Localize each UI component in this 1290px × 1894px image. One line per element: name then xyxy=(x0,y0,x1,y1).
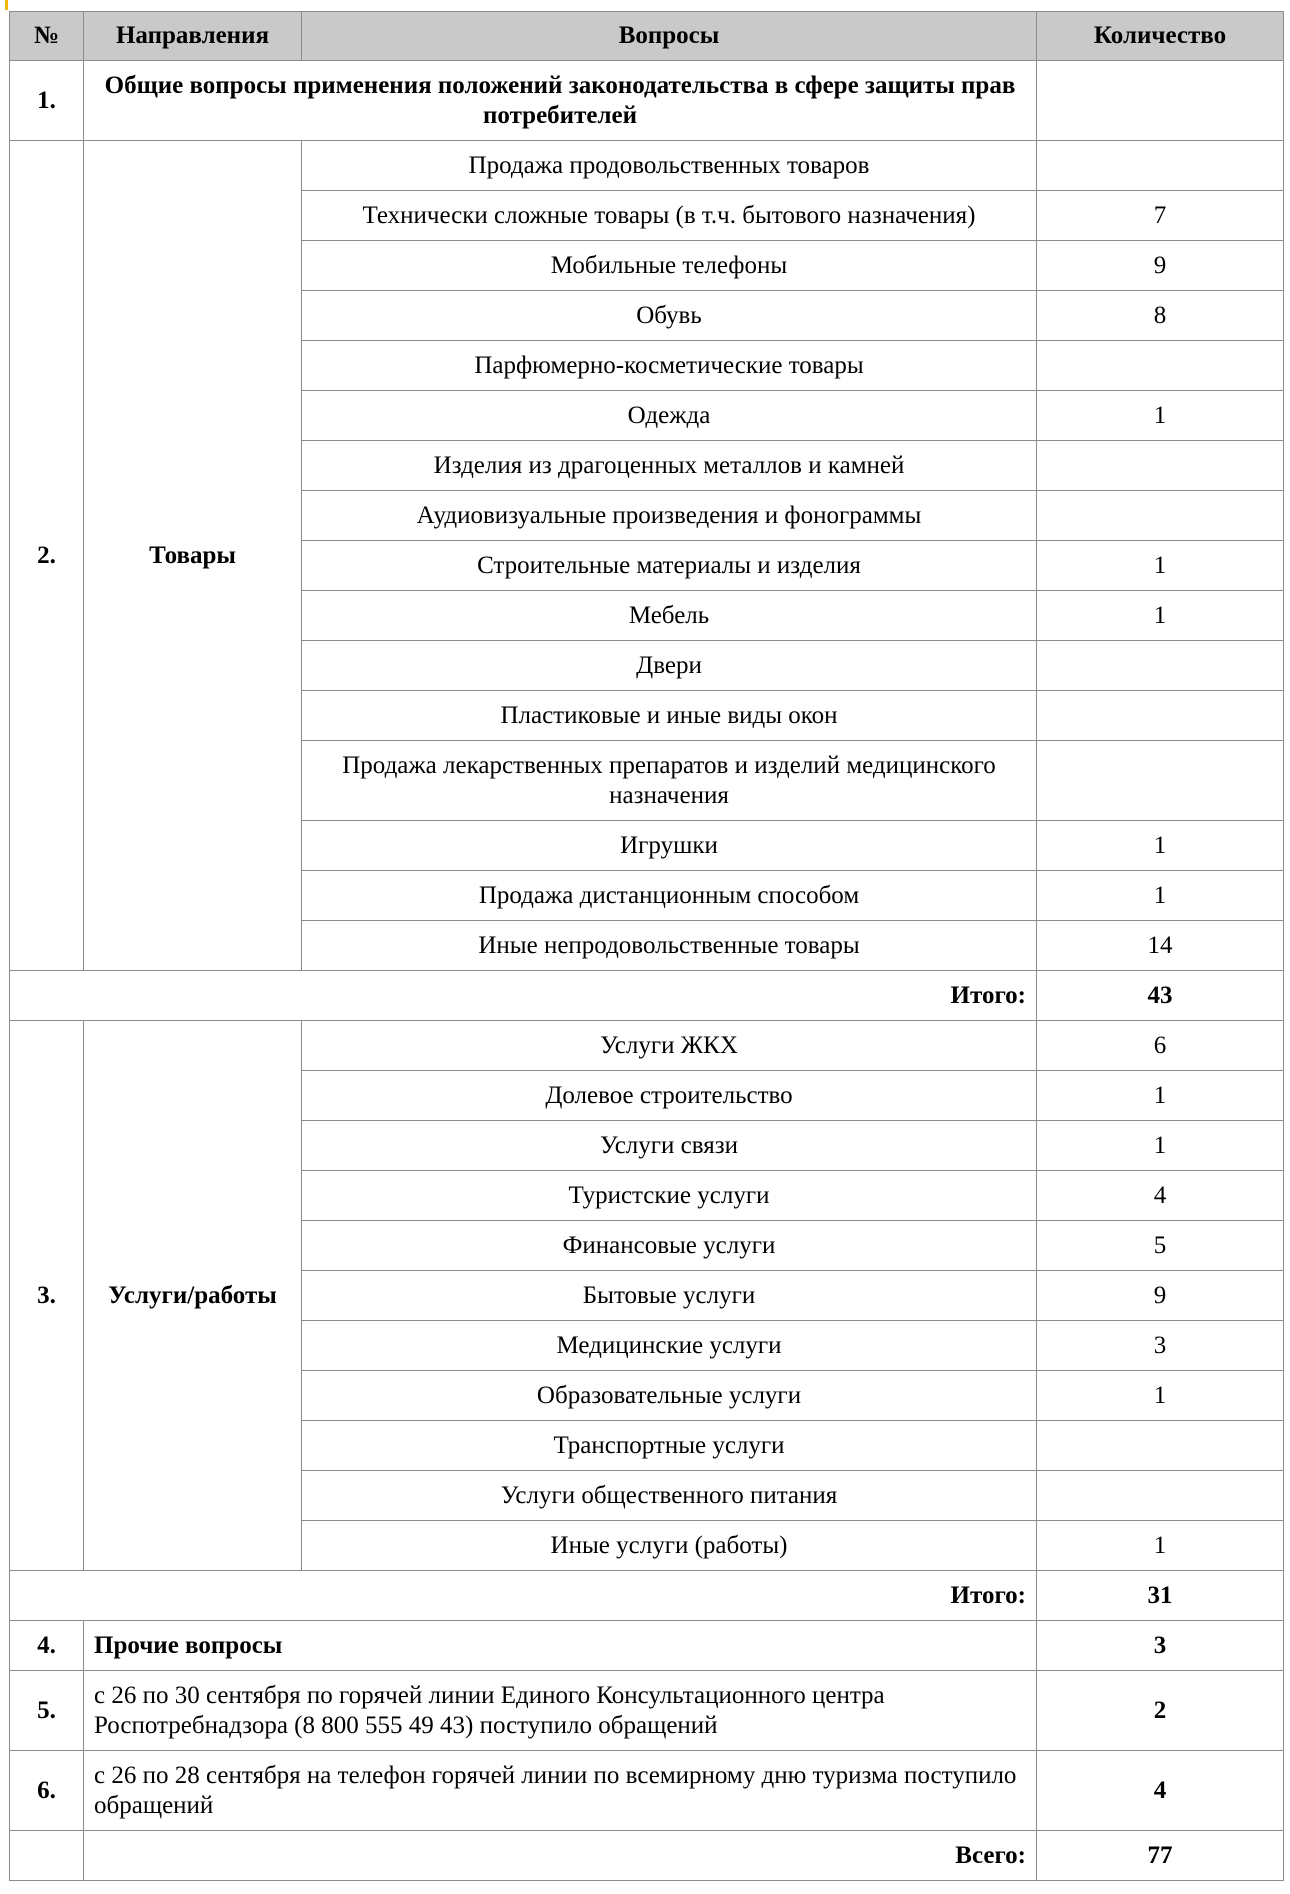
item-label: Одежда xyxy=(302,391,1037,441)
item-label: Технически сложные товары (в т.ч. бытового назначения) xyxy=(302,191,1037,241)
item-count: 6 xyxy=(1037,1021,1284,1071)
section-6-text: с 26 по 28 сентября на телефон горячей линии по всемирному дню туризма поступило обращений xyxy=(84,1751,1037,1831)
grand-total-empty-cell xyxy=(10,1831,84,1881)
item-label: Парфюмерно-косметические товары xyxy=(302,341,1037,391)
table-row xyxy=(10,1021,1284,1071)
edge-marker xyxy=(5,0,8,10)
item-label: Иные непродовольственные товары xyxy=(302,921,1037,971)
section-5-text: с 26 по 30 сентября по горячей линии Единого Консультационного центра Роспотребнадзора (8 800 555 49 43) поступило обращений xyxy=(84,1671,1037,1751)
section-3-direction: Услуги/работы xyxy=(84,1021,302,1571)
item-count: 9 xyxy=(1037,241,1284,291)
item-count: 1 xyxy=(1037,871,1284,921)
item-count xyxy=(1037,441,1284,491)
section-2-total-value: 43 xyxy=(1037,971,1284,1021)
item-count: 1 xyxy=(1037,821,1284,871)
item-count: 1 xyxy=(1037,1371,1284,1421)
section-4-row xyxy=(10,1621,1284,1671)
item-label: Образовательные услуги xyxy=(302,1371,1037,1421)
item-count: 14 xyxy=(1037,921,1284,971)
item-count: 4 xyxy=(1037,1171,1284,1221)
item-count: 7 xyxy=(1037,191,1284,241)
item-count xyxy=(1037,1421,1284,1471)
item-label: Долевое строительство xyxy=(302,1071,1037,1121)
item-count: 1 xyxy=(1037,1121,1284,1171)
item-label: Мебель xyxy=(302,591,1037,641)
grand-total-row xyxy=(10,1831,1284,1881)
item-label: Двери xyxy=(302,641,1037,691)
section-5-num: 5. xyxy=(10,1671,84,1751)
section-3-num: 3. xyxy=(10,1021,84,1571)
header-direction: Направления xyxy=(84,12,302,61)
item-label: Обувь xyxy=(302,291,1037,341)
item-label: Мобильные телефоны xyxy=(302,241,1037,291)
header-questions: Вопросы xyxy=(302,12,1037,61)
item-count xyxy=(1037,691,1284,741)
header-count: Количество xyxy=(1037,12,1284,61)
item-label: Строительные материалы и изделия xyxy=(302,541,1037,591)
item-count: 1 xyxy=(1037,1521,1284,1571)
item-count: 1 xyxy=(1037,1071,1284,1121)
item-label: Продажа продовольственных товаров xyxy=(302,141,1037,191)
table-header-row xyxy=(10,12,1284,61)
section-6-count: 4 xyxy=(1037,1751,1284,1831)
section-3-total-row xyxy=(10,1571,1284,1621)
section-4-count: 3 xyxy=(1037,1621,1284,1671)
section-2-total-label: Итого: xyxy=(10,971,1037,1021)
section-2-num: 2. xyxy=(10,141,84,971)
section-1-row xyxy=(10,61,1284,141)
item-label: Изделия из драгоценных металлов и камней xyxy=(302,441,1037,491)
item-count xyxy=(1037,341,1284,391)
section-1-title: Общие вопросы применения положений законодательства в сфере защиты прав потребителей xyxy=(84,61,1037,141)
item-label: Аудиовизуальные произведения и фонограммы xyxy=(302,491,1037,541)
section-2-direction: Товары xyxy=(84,141,302,971)
item-label: Услуги общественного питания xyxy=(302,1471,1037,1521)
item-label: Продажа лекарственных препаратов и изделий медицинского назначения xyxy=(302,741,1037,821)
item-label: Бытовые услуги xyxy=(302,1271,1037,1321)
appeals-table xyxy=(9,11,1284,1881)
table-row xyxy=(10,141,1284,191)
item-count xyxy=(1037,741,1284,821)
item-label: Иные услуги (работы) xyxy=(302,1521,1037,1571)
section-1-count xyxy=(1037,61,1284,141)
item-label: Туристские услуги xyxy=(302,1171,1037,1221)
grand-total-value: 77 xyxy=(1037,1831,1284,1881)
section-4-title: Прочие вопросы xyxy=(84,1621,1037,1671)
item-label: Продажа дистанционным способом xyxy=(302,871,1037,921)
section-6-row xyxy=(10,1751,1284,1831)
item-count xyxy=(1037,641,1284,691)
item-count: 1 xyxy=(1037,541,1284,591)
header-num: № xyxy=(10,12,84,61)
item-label: Услуги связи xyxy=(302,1121,1037,1171)
section-3-total-label: Итого: xyxy=(10,1571,1037,1621)
item-count xyxy=(1037,491,1284,541)
item-count: 9 xyxy=(1037,1271,1284,1321)
section-4-num: 4. xyxy=(10,1621,84,1671)
section-6-num: 6. xyxy=(10,1751,84,1831)
section-5-count: 2 xyxy=(1037,1671,1284,1751)
item-label: Игрушки xyxy=(302,821,1037,871)
section-5-row xyxy=(10,1671,1284,1751)
section-2-total-row xyxy=(10,971,1284,1021)
item-label: Транспортные услуги xyxy=(302,1421,1037,1471)
item-label: Пластиковые и иные виды окон xyxy=(302,691,1037,741)
section-3-total-value: 31 xyxy=(1037,1571,1284,1621)
item-count: 1 xyxy=(1037,391,1284,441)
item-count: 1 xyxy=(1037,591,1284,641)
section-1-num: 1. xyxy=(10,61,84,141)
item-count: 5 xyxy=(1037,1221,1284,1271)
item-label: Услуги ЖКХ xyxy=(302,1021,1037,1071)
item-count xyxy=(1037,141,1284,191)
item-label: Финансовые услуги xyxy=(302,1221,1037,1271)
grand-total-label: Всего: xyxy=(84,1831,1037,1881)
item-count: 8 xyxy=(1037,291,1284,341)
item-count xyxy=(1037,1471,1284,1521)
item-label: Медицинские услуги xyxy=(302,1321,1037,1371)
item-count: 3 xyxy=(1037,1321,1284,1371)
